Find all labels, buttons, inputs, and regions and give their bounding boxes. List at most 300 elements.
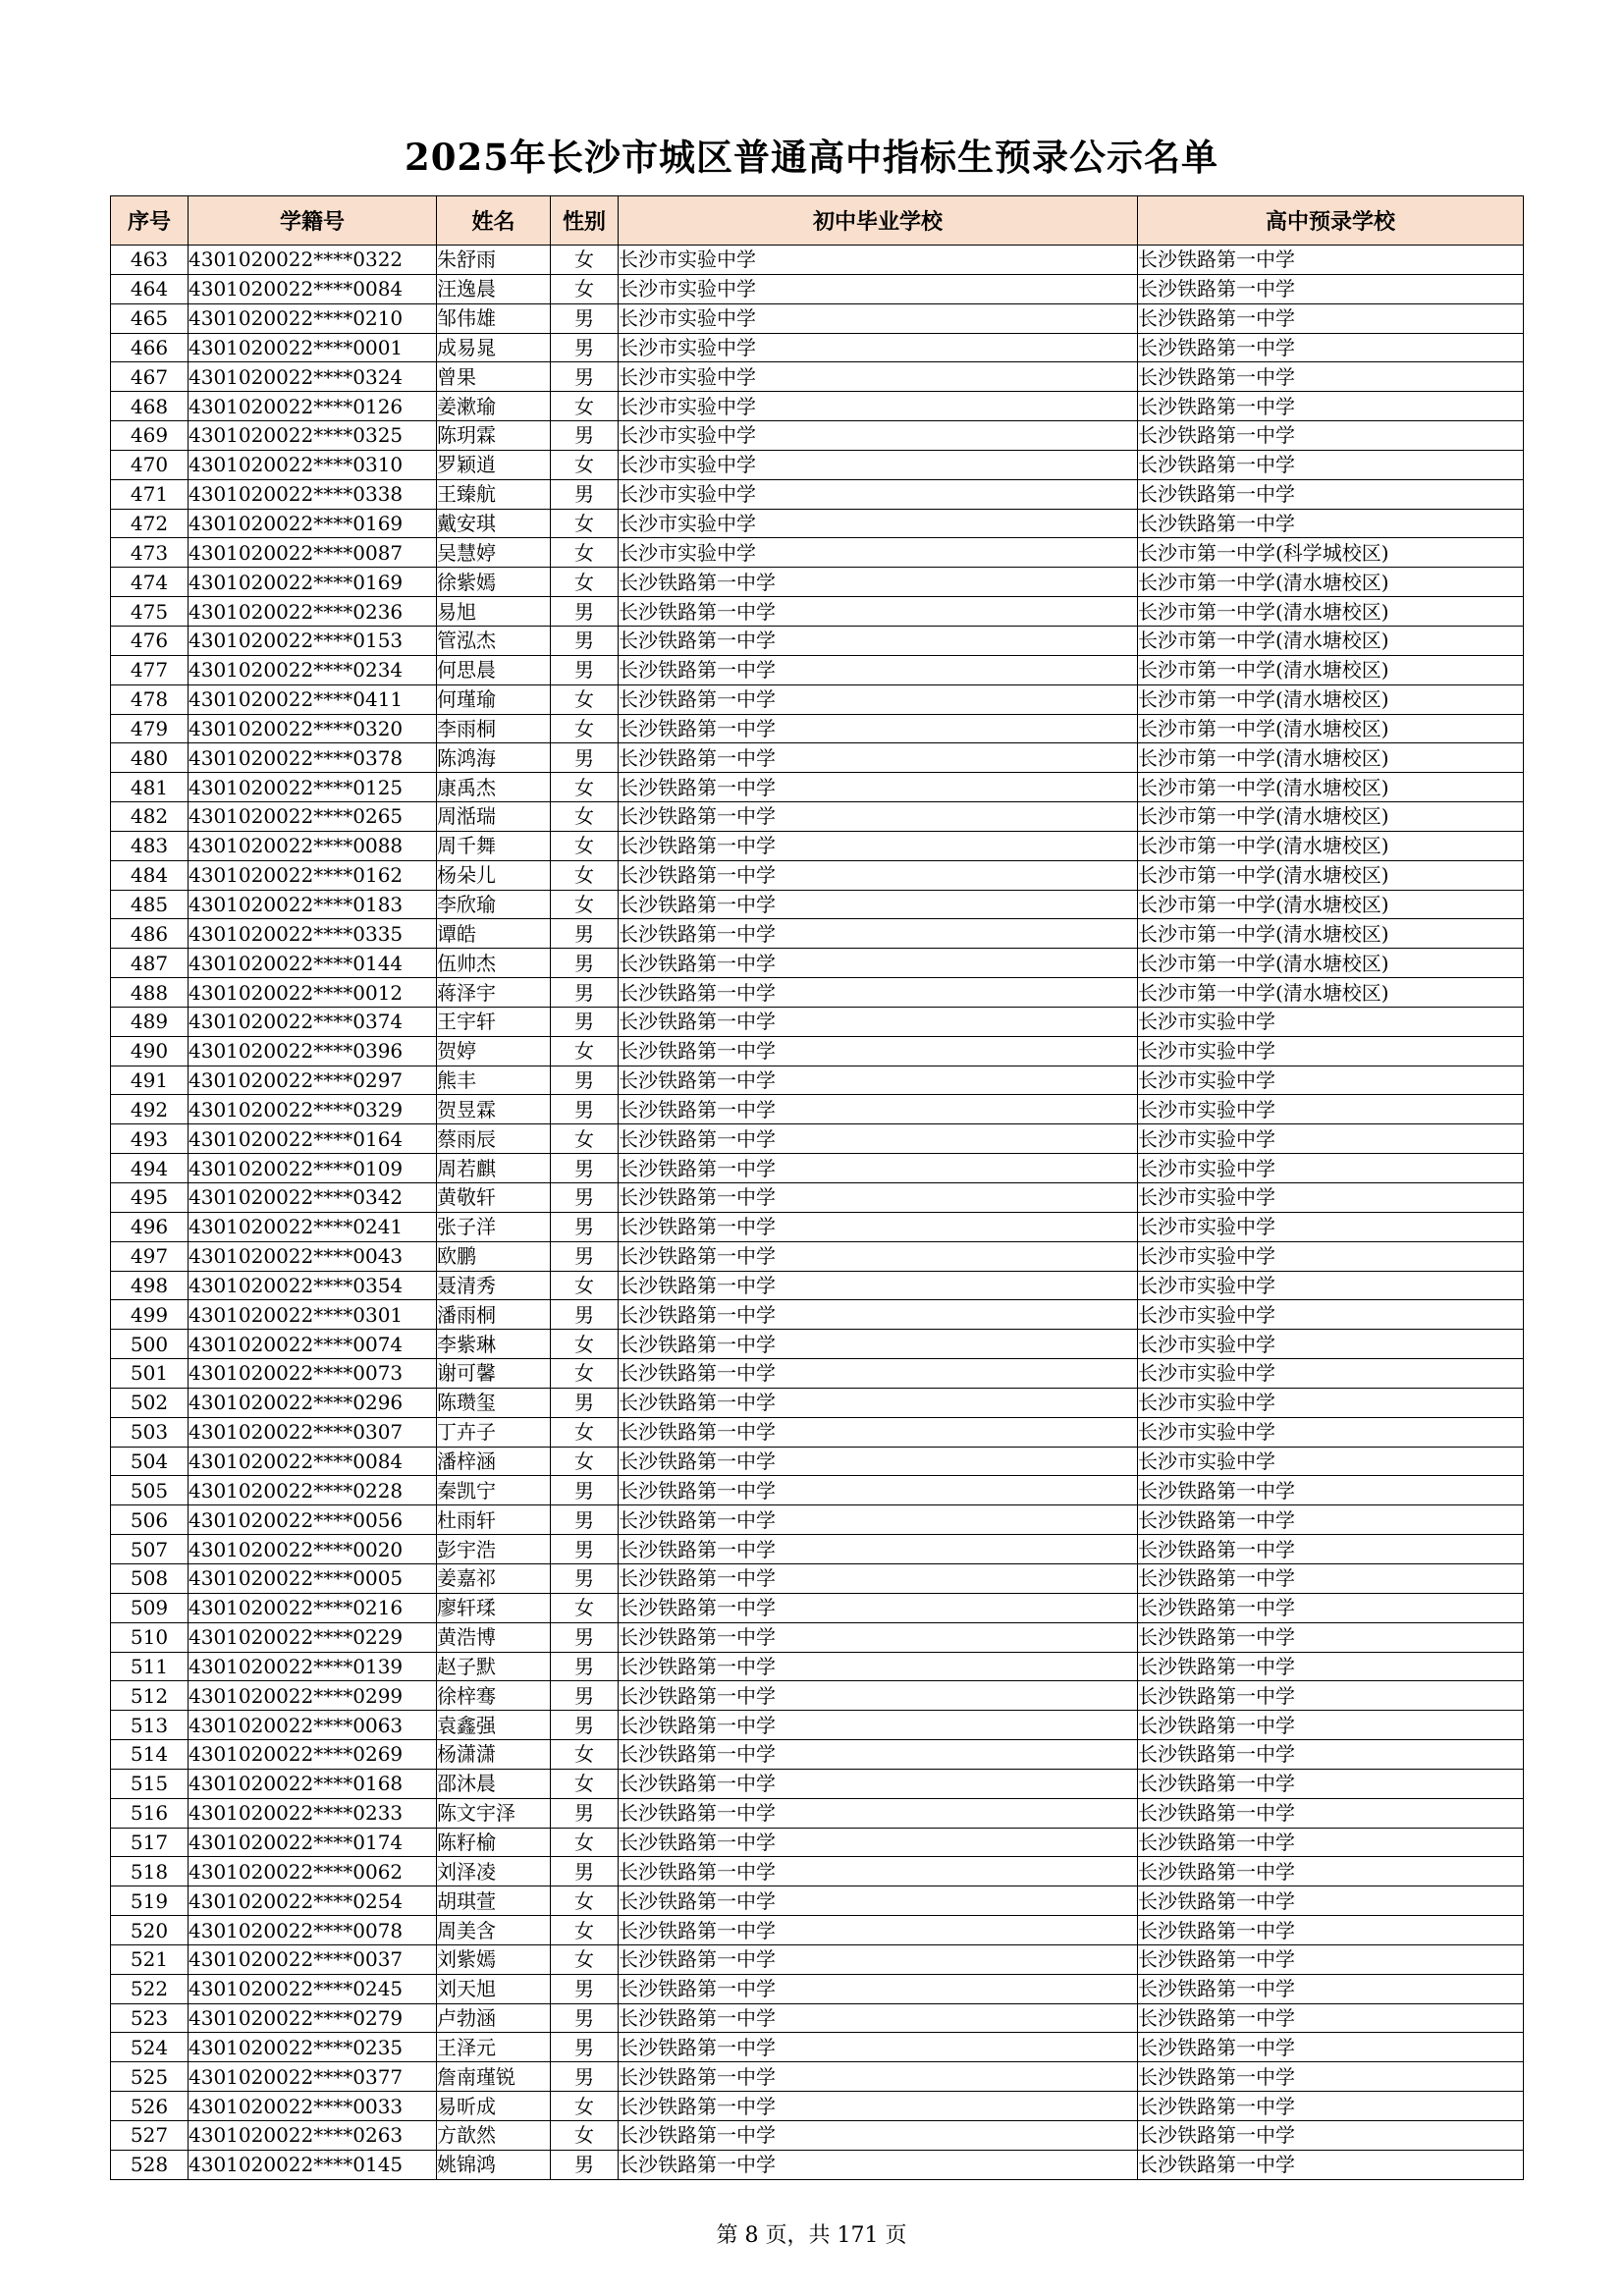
cell-gender: 男 xyxy=(551,1183,619,1213)
cell-name: 管泓杰 xyxy=(437,626,551,655)
cell-student-id: 4301020022****0279 xyxy=(189,2003,437,2033)
cell-gender: 女 xyxy=(551,890,619,919)
cell-senior-school: 长沙市第一中学(科学城校区) xyxy=(1138,538,1524,568)
table-row xyxy=(111,1476,1524,1505)
cell-gender: 男 xyxy=(551,2150,619,2179)
header-row xyxy=(111,196,1524,246)
cell-senior-school: 长沙市实验中学 xyxy=(1138,1359,1524,1389)
cell-no: 525 xyxy=(111,2062,189,2092)
table-row xyxy=(111,2150,1524,2179)
cell-gender: 男 xyxy=(551,2062,619,2092)
cell-junior-school: 长沙铁路第一中学 xyxy=(619,2150,1138,2179)
cell-gender: 男 xyxy=(551,626,619,655)
cell-senior-school: 长沙市实验中学 xyxy=(1138,1300,1524,1330)
cell-senior-school: 长沙铁路第一中学 xyxy=(1138,479,1524,509)
cell-no: 484 xyxy=(111,860,189,890)
cell-student-id: 4301020022****0354 xyxy=(189,1271,437,1300)
cell-junior-school: 长沙铁路第一中学 xyxy=(619,1417,1138,1447)
cell-name: 秦凯宁 xyxy=(437,1476,551,1505)
cell-student-id: 4301020022****0012 xyxy=(189,978,437,1008)
cell-no: 518 xyxy=(111,1857,189,1886)
cell-student-id: 4301020022****0236 xyxy=(189,597,437,627)
column-header-name: 姓名 xyxy=(437,196,551,246)
cell-no: 482 xyxy=(111,802,189,832)
cell-no: 501 xyxy=(111,1359,189,1389)
cell-senior-school: 长沙铁路第一中学 xyxy=(1138,1857,1524,1886)
cell-name: 邹伟雄 xyxy=(437,303,551,333)
cell-senior-school: 长沙铁路第一中学 xyxy=(1138,2121,1524,2151)
cell-name: 袁鑫强 xyxy=(437,1711,551,1740)
cell-name: 汪逸晨 xyxy=(437,274,551,303)
cell-gender: 男 xyxy=(551,333,619,362)
cell-junior-school: 长沙铁路第一中学 xyxy=(619,1388,1138,1417)
cell-junior-school: 长沙铁路第一中学 xyxy=(619,684,1138,714)
cell-senior-school: 长沙铁路第一中学 xyxy=(1138,1563,1524,1593)
cell-junior-school: 长沙铁路第一中学 xyxy=(619,1036,1138,1066)
cell-senior-school: 长沙市实验中学 xyxy=(1138,1154,1524,1183)
table-row xyxy=(111,2003,1524,2033)
cell-name: 刘紫嫣 xyxy=(437,1944,551,1974)
cell-name: 姜嘉祁 xyxy=(437,1563,551,1593)
table-row xyxy=(111,1330,1524,1359)
cell-senior-school: 长沙铁路第一中学 xyxy=(1138,450,1524,479)
cell-no: 478 xyxy=(111,684,189,714)
cell-student-id: 4301020022****0235 xyxy=(189,2033,437,2062)
cell-senior-school: 长沙铁路第一中学 xyxy=(1138,1944,1524,1974)
cell-gender: 男 xyxy=(551,1535,619,1564)
roster-body xyxy=(111,246,1524,2180)
cell-gender: 女 xyxy=(551,860,619,890)
table-row xyxy=(111,890,1524,919)
cell-gender: 男 xyxy=(551,1652,619,1681)
cell-no: 515 xyxy=(111,1769,189,1798)
cell-gender: 男 xyxy=(551,1476,619,1505)
cell-name: 贺婷 xyxy=(437,1036,551,1066)
table-row xyxy=(111,1681,1524,1711)
cell-student-id: 4301020022****0310 xyxy=(189,450,437,479)
cell-senior-school: 长沙铁路第一中学 xyxy=(1138,2062,1524,2092)
cell-name: 潘梓涵 xyxy=(437,1447,551,1476)
cell-student-id: 4301020022****0073 xyxy=(189,1359,437,1389)
cell-gender: 男 xyxy=(551,978,619,1008)
cell-senior-school: 长沙铁路第一中学 xyxy=(1138,1974,1524,2003)
cell-name: 姜漱瑜 xyxy=(437,392,551,421)
cell-student-id: 4301020022****0126 xyxy=(189,392,437,421)
table-row xyxy=(111,1417,1524,1447)
cell-student-id: 4301020022****0245 xyxy=(189,1974,437,2003)
cell-student-id: 4301020022****0301 xyxy=(189,1300,437,1330)
cell-no: 519 xyxy=(111,1886,189,1916)
cell-junior-school: 长沙铁路第一中学 xyxy=(619,1183,1138,1213)
cell-senior-school: 长沙市第一中学(清水塘校区) xyxy=(1138,831,1524,860)
column-header-no: 序号 xyxy=(111,196,189,246)
table-row xyxy=(111,1798,1524,1828)
table-row xyxy=(111,246,1524,275)
cell-senior-school: 长沙市实验中学 xyxy=(1138,1241,1524,1271)
table-row xyxy=(111,1593,1524,1622)
table-row xyxy=(111,509,1524,538)
cell-no: 490 xyxy=(111,1036,189,1066)
cell-student-id: 4301020022****0168 xyxy=(189,1769,437,1798)
cell-no: 498 xyxy=(111,1271,189,1300)
table-row xyxy=(111,949,1524,978)
table-row xyxy=(111,1622,1524,1652)
cell-name: 蒋泽宇 xyxy=(437,978,551,1008)
cell-junior-school: 长沙铁路第一中学 xyxy=(619,2092,1138,2121)
table-row xyxy=(111,1007,1524,1036)
cell-student-id: 4301020022****0162 xyxy=(189,860,437,890)
cell-no: 476 xyxy=(111,626,189,655)
cell-senior-school: 长沙铁路第一中学 xyxy=(1138,2033,1524,2062)
cell-name: 李紫琳 xyxy=(437,1330,551,1359)
cell-senior-school: 长沙市实验中学 xyxy=(1138,1447,1524,1476)
cell-gender: 男 xyxy=(551,1212,619,1241)
cell-gender: 男 xyxy=(551,1857,619,1886)
cell-junior-school: 长沙铁路第一中学 xyxy=(619,978,1138,1008)
cell-gender: 男 xyxy=(551,1300,619,1330)
cell-student-id: 4301020022****0322 xyxy=(189,246,437,275)
cell-name: 徐梓骞 xyxy=(437,1681,551,1711)
cell-gender: 男 xyxy=(551,1798,619,1828)
table-row xyxy=(111,1535,1524,1564)
table-row xyxy=(111,333,1524,362)
cell-junior-school: 长沙铁路第一中学 xyxy=(619,860,1138,890)
cell-junior-school: 长沙铁路第一中学 xyxy=(619,1711,1138,1740)
table-row xyxy=(111,684,1524,714)
cell-junior-school: 长沙市实验中学 xyxy=(619,246,1138,275)
cell-student-id: 4301020022****0377 xyxy=(189,2062,437,2092)
table-row xyxy=(111,2121,1524,2151)
cell-no: 523 xyxy=(111,2003,189,2033)
cell-senior-school: 长沙市第一中学(清水塘校区) xyxy=(1138,978,1524,1008)
cell-junior-school: 长沙铁路第一中学 xyxy=(619,1212,1138,1241)
cell-name: 易旭 xyxy=(437,597,551,627)
cell-gender: 女 xyxy=(551,450,619,479)
table-row xyxy=(111,1124,1524,1154)
cell-senior-school: 长沙铁路第一中学 xyxy=(1138,509,1524,538)
table-row xyxy=(111,626,1524,655)
table-row xyxy=(111,1036,1524,1066)
cell-name: 陈鸿海 xyxy=(437,743,551,773)
cell-junior-school: 长沙市实验中学 xyxy=(619,479,1138,509)
cell-senior-school: 长沙铁路第一中学 xyxy=(1138,392,1524,421)
cell-name: 张子洋 xyxy=(437,1212,551,1241)
cell-student-id: 4301020022****0043 xyxy=(189,1241,437,1271)
cell-name: 刘天旭 xyxy=(437,1974,551,2003)
cell-junior-school: 长沙铁路第一中学 xyxy=(619,1095,1138,1124)
cell-senior-school: 长沙铁路第一中学 xyxy=(1138,421,1524,451)
cell-senior-school: 长沙市第一中学(清水塘校区) xyxy=(1138,919,1524,949)
table-row xyxy=(111,743,1524,773)
cell-senior-school: 长沙铁路第一中学 xyxy=(1138,1886,1524,1916)
column-header-gender: 性别 xyxy=(551,196,619,246)
cell-senior-school: 长沙铁路第一中学 xyxy=(1138,303,1524,333)
cell-gender: 女 xyxy=(551,1769,619,1798)
cell-name: 杨潇潇 xyxy=(437,1740,551,1770)
cell-junior-school: 长沙铁路第一中学 xyxy=(619,1124,1138,1154)
cell-no: 470 xyxy=(111,450,189,479)
cell-no: 511 xyxy=(111,1652,189,1681)
cell-no: 517 xyxy=(111,1828,189,1857)
cell-name: 彭宇浩 xyxy=(437,1535,551,1564)
cell-no: 474 xyxy=(111,568,189,597)
cell-name: 贺昱霖 xyxy=(437,1095,551,1124)
table-row xyxy=(111,1154,1524,1183)
cell-name: 胡琪萱 xyxy=(437,1886,551,1916)
table-row xyxy=(111,978,1524,1008)
cell-senior-school: 长沙铁路第一中学 xyxy=(1138,274,1524,303)
cell-junior-school: 长沙铁路第一中学 xyxy=(619,1271,1138,1300)
cell-student-id: 4301020022****0169 xyxy=(189,568,437,597)
cell-student-id: 4301020022****0325 xyxy=(189,421,437,451)
cell-no: 491 xyxy=(111,1066,189,1095)
cell-no: 514 xyxy=(111,1740,189,1770)
cell-junior-school: 长沙铁路第一中学 xyxy=(619,1505,1138,1535)
cell-no: 481 xyxy=(111,773,189,802)
cell-senior-school: 长沙市实验中学 xyxy=(1138,1271,1524,1300)
cell-name: 李雨桐 xyxy=(437,714,551,743)
cell-junior-school: 长沙市实验中学 xyxy=(619,303,1138,333)
cell-senior-school: 长沙铁路第一中学 xyxy=(1138,362,1524,392)
cell-student-id: 4301020022****0056 xyxy=(189,1505,437,1535)
cell-senior-school: 长沙市第一中学(清水塘校区) xyxy=(1138,890,1524,919)
cell-senior-school: 长沙市实验中学 xyxy=(1138,1183,1524,1213)
table-row xyxy=(111,597,1524,627)
cell-senior-school: 长沙市第一中学(清水塘校区) xyxy=(1138,626,1524,655)
cell-senior-school: 长沙铁路第一中学 xyxy=(1138,2003,1524,2033)
cell-name: 赵子默 xyxy=(437,1652,551,1681)
cell-name: 戴安琪 xyxy=(437,509,551,538)
cell-junior-school: 长沙铁路第一中学 xyxy=(619,890,1138,919)
cell-student-id: 4301020022****0265 xyxy=(189,802,437,832)
cell-senior-school: 长沙市实验中学 xyxy=(1138,1388,1524,1417)
cell-student-id: 4301020022****0169 xyxy=(189,509,437,538)
cell-name: 陈籽榆 xyxy=(437,1828,551,1857)
cell-student-id: 4301020022****0228 xyxy=(189,1476,437,1505)
cell-senior-school: 长沙市第一中学(清水塘校区) xyxy=(1138,597,1524,627)
table-row xyxy=(111,392,1524,421)
table-row xyxy=(111,1095,1524,1124)
table-row xyxy=(111,538,1524,568)
cell-junior-school: 长沙铁路第一中学 xyxy=(619,919,1138,949)
cell-junior-school: 长沙市实验中学 xyxy=(619,333,1138,362)
cell-no: 493 xyxy=(111,1124,189,1154)
cell-gender: 女 xyxy=(551,802,619,832)
cell-junior-school: 长沙铁路第一中学 xyxy=(619,1828,1138,1857)
cell-junior-school: 长沙铁路第一中学 xyxy=(619,1535,1138,1564)
cell-junior-school: 长沙铁路第一中学 xyxy=(619,1359,1138,1389)
cell-junior-school: 长沙铁路第一中学 xyxy=(619,831,1138,860)
cell-student-id: 4301020022****0033 xyxy=(189,2092,437,2121)
table-row xyxy=(111,303,1524,333)
cell-student-id: 4301020022****0233 xyxy=(189,1798,437,1828)
cell-student-id: 4301020022****0125 xyxy=(189,773,437,802)
cell-gender: 女 xyxy=(551,684,619,714)
cell-no: 503 xyxy=(111,1417,189,1447)
cell-name: 曾果 xyxy=(437,362,551,392)
cell-senior-school: 长沙铁路第一中学 xyxy=(1138,1681,1524,1711)
cell-name: 黄浩博 xyxy=(437,1622,551,1652)
cell-no: 479 xyxy=(111,714,189,743)
cell-no: 524 xyxy=(111,2033,189,2062)
cell-senior-school: 长沙市第一中学(清水塘校区) xyxy=(1138,568,1524,597)
table-row xyxy=(111,1066,1524,1095)
cell-name: 周千舞 xyxy=(437,831,551,860)
cell-no: 512 xyxy=(111,1681,189,1711)
cell-student-id: 4301020022****0296 xyxy=(189,1388,437,1417)
cell-senior-school: 长沙市实验中学 xyxy=(1138,1124,1524,1154)
cell-junior-school: 长沙铁路第一中学 xyxy=(619,1066,1138,1095)
cell-name: 何瑾瑜 xyxy=(437,684,551,714)
cell-gender: 男 xyxy=(551,362,619,392)
cell-senior-school: 长沙市第一中学(清水塘校区) xyxy=(1138,655,1524,684)
table-row xyxy=(111,1563,1524,1593)
cell-student-id: 4301020022****0084 xyxy=(189,274,437,303)
cell-gender: 女 xyxy=(551,1271,619,1300)
cell-gender: 女 xyxy=(551,246,619,275)
cell-no: 469 xyxy=(111,421,189,451)
cell-senior-school: 长沙铁路第一中学 xyxy=(1138,1740,1524,1770)
cell-no: 527 xyxy=(111,2121,189,2151)
table-row xyxy=(111,274,1524,303)
cell-student-id: 4301020022****0299 xyxy=(189,1681,437,1711)
cell-name: 刘泽凌 xyxy=(437,1857,551,1886)
cell-junior-school: 长沙铁路第一中学 xyxy=(619,626,1138,655)
cell-gender: 女 xyxy=(551,392,619,421)
cell-student-id: 4301020022****0183 xyxy=(189,890,437,919)
cell-name: 卢勃涵 xyxy=(437,2003,551,2033)
cell-gender: 男 xyxy=(551,1711,619,1740)
cell-junior-school: 长沙市实验中学 xyxy=(619,362,1138,392)
roster-table xyxy=(110,195,1524,2180)
cell-no: 486 xyxy=(111,919,189,949)
cell-name: 王臻航 xyxy=(437,479,551,509)
cell-no: 472 xyxy=(111,509,189,538)
cell-student-id: 4301020022****0263 xyxy=(189,2121,437,2151)
cell-junior-school: 长沙铁路第一中学 xyxy=(619,743,1138,773)
cell-junior-school: 长沙铁路第一中学 xyxy=(619,1652,1138,1681)
cell-name: 黄敬轩 xyxy=(437,1183,551,1213)
cell-name: 周若麒 xyxy=(437,1154,551,1183)
cell-senior-school: 长沙市实验中学 xyxy=(1138,1212,1524,1241)
table-row xyxy=(111,773,1524,802)
cell-no: 477 xyxy=(111,655,189,684)
table-row xyxy=(111,919,1524,949)
cell-student-id: 4301020022****0229 xyxy=(189,1622,437,1652)
cell-gender: 女 xyxy=(551,2092,619,2121)
cell-name: 周美含 xyxy=(437,1916,551,1945)
cell-student-id: 4301020022****0062 xyxy=(189,1857,437,1886)
cell-gender: 男 xyxy=(551,597,619,627)
table-row xyxy=(111,568,1524,597)
cell-no: 502 xyxy=(111,1388,189,1417)
cell-no: 506 xyxy=(111,1505,189,1535)
cell-junior-school: 长沙铁路第一中学 xyxy=(619,1769,1138,1798)
cell-student-id: 4301020022****0139 xyxy=(189,1652,437,1681)
cell-no: 508 xyxy=(111,1563,189,1593)
cell-gender: 男 xyxy=(551,1563,619,1593)
cell-gender: 女 xyxy=(551,1593,619,1622)
cell-student-id: 4301020022****0374 xyxy=(189,1007,437,1036)
cell-name: 丁卉子 xyxy=(437,1417,551,1447)
cell-gender: 女 xyxy=(551,274,619,303)
cell-senior-school: 长沙铁路第一中学 xyxy=(1138,1652,1524,1681)
table-row xyxy=(111,1740,1524,1770)
cell-student-id: 4301020022****0088 xyxy=(189,831,437,860)
cell-gender: 男 xyxy=(551,1974,619,2003)
cell-student-id: 4301020022****0001 xyxy=(189,333,437,362)
cell-student-id: 4301020022****0174 xyxy=(189,1828,437,1857)
cell-junior-school: 长沙铁路第一中学 xyxy=(619,802,1138,832)
cell-junior-school: 长沙市实验中学 xyxy=(619,421,1138,451)
cell-junior-school: 长沙铁路第一中学 xyxy=(619,1593,1138,1622)
cell-no: 500 xyxy=(111,1330,189,1359)
cell-gender: 男 xyxy=(551,421,619,451)
cell-name: 詹南瑾锐 xyxy=(437,2062,551,2092)
cell-student-id: 4301020022****0063 xyxy=(189,1711,437,1740)
cell-gender: 男 xyxy=(551,1154,619,1183)
cell-senior-school: 长沙铁路第一中学 xyxy=(1138,1711,1524,1740)
cell-student-id: 4301020022****0234 xyxy=(189,655,437,684)
cell-student-id: 4301020022****0338 xyxy=(189,479,437,509)
cell-junior-school: 长沙铁路第一中学 xyxy=(619,1300,1138,1330)
table-row xyxy=(111,2092,1524,2121)
cell-junior-school: 长沙铁路第一中学 xyxy=(619,655,1138,684)
cell-no: 487 xyxy=(111,949,189,978)
cell-name: 陈玥霖 xyxy=(437,421,551,451)
cell-no: 507 xyxy=(111,1535,189,1564)
cell-junior-school: 长沙市实验中学 xyxy=(619,509,1138,538)
cell-gender: 女 xyxy=(551,714,619,743)
cell-no: 480 xyxy=(111,743,189,773)
cell-name: 廖轩瑈 xyxy=(437,1593,551,1622)
cell-junior-school: 长沙铁路第一中学 xyxy=(619,2121,1138,2151)
cell-no: 504 xyxy=(111,1447,189,1476)
table-row xyxy=(111,802,1524,832)
cell-student-id: 4301020022****0329 xyxy=(189,1095,437,1124)
table-row xyxy=(111,1857,1524,1886)
cell-no: 465 xyxy=(111,303,189,333)
table-row xyxy=(111,1447,1524,1476)
cell-junior-school: 长沙铁路第一中学 xyxy=(619,568,1138,597)
cell-senior-school: 长沙铁路第一中学 xyxy=(1138,1535,1524,1564)
cell-no: 467 xyxy=(111,362,189,392)
cell-senior-school: 长沙市实验中学 xyxy=(1138,1066,1524,1095)
cell-gender: 男 xyxy=(551,655,619,684)
cell-student-id: 4301020022****0020 xyxy=(189,1535,437,1564)
cell-name: 聂清秀 xyxy=(437,1271,551,1300)
table-row xyxy=(111,1212,1524,1241)
cell-name: 伍帅杰 xyxy=(437,949,551,978)
cell-gender: 女 xyxy=(551,831,619,860)
table-row xyxy=(111,1769,1524,1798)
cell-senior-school: 长沙市第一中学(清水塘校区) xyxy=(1138,773,1524,802)
cell-no: 520 xyxy=(111,1916,189,1945)
cell-junior-school: 长沙铁路第一中学 xyxy=(619,949,1138,978)
cell-gender: 女 xyxy=(551,1330,619,1359)
cell-name: 吴慧婷 xyxy=(437,538,551,568)
cell-no: 485 xyxy=(111,890,189,919)
table-row xyxy=(111,2033,1524,2062)
cell-senior-school: 长沙铁路第一中学 xyxy=(1138,2092,1524,2121)
cell-junior-school: 长沙铁路第一中学 xyxy=(619,1857,1138,1886)
cell-no: 492 xyxy=(111,1095,189,1124)
cell-gender: 女 xyxy=(551,1886,619,1916)
cell-no: 522 xyxy=(111,1974,189,2003)
cell-no: 471 xyxy=(111,479,189,509)
cell-name: 谢可馨 xyxy=(437,1359,551,1389)
cell-gender: 男 xyxy=(551,2003,619,2033)
